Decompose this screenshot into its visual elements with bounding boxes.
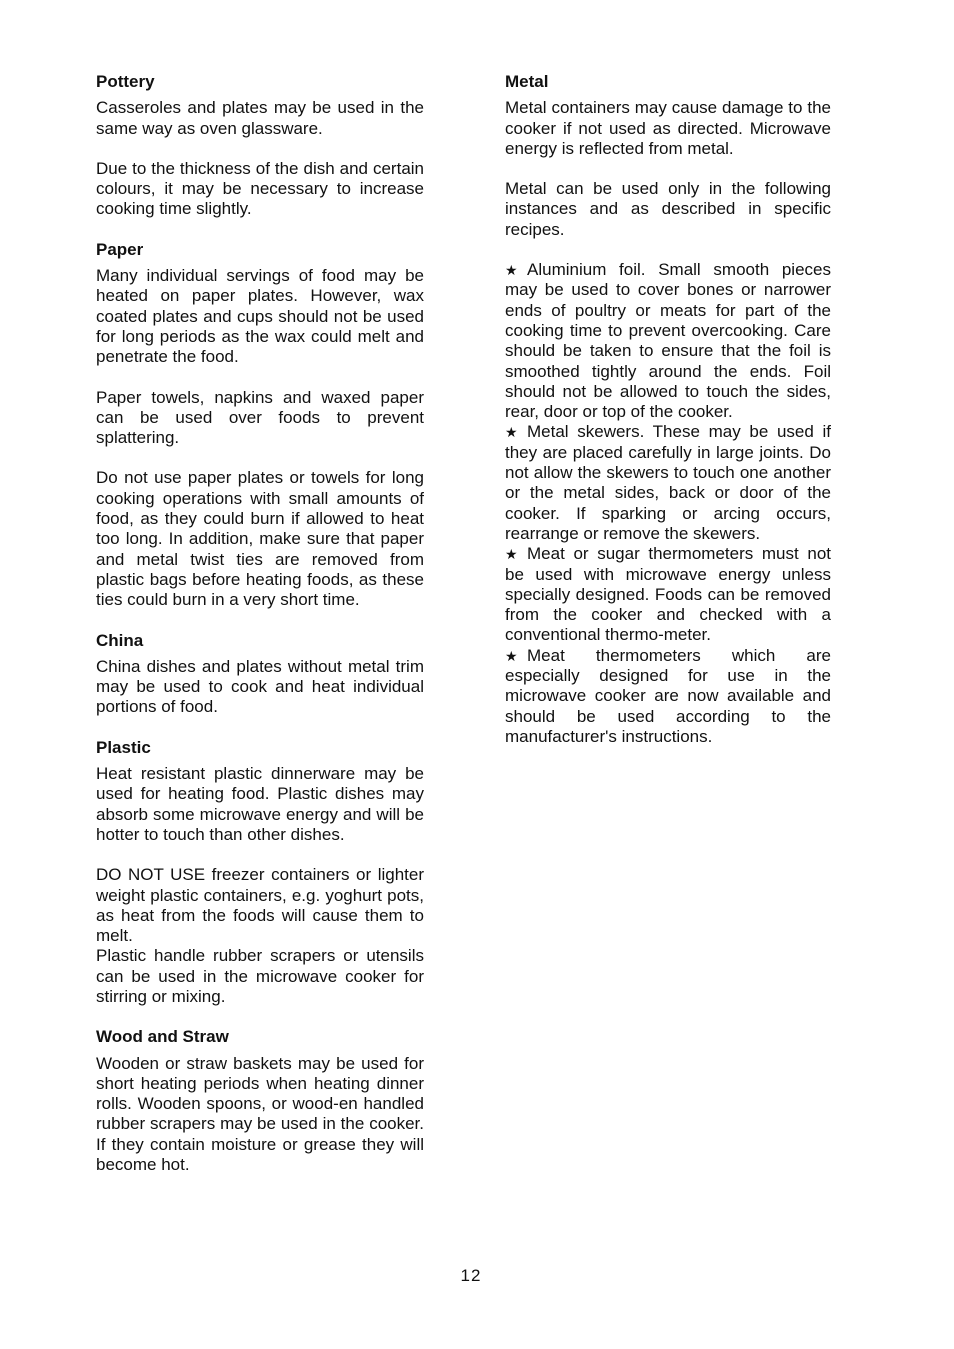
plastic-paragraph-1: Heat resistant plastic dinnerware may be used for heating food. Plastic dishes may absorb some microwave energy and will be hotter to touch than other dishes. xyxy=(96,764,424,844)
metal-item-aluminium-foil xyxy=(505,260,831,422)
section-metal xyxy=(505,72,831,747)
section-china xyxy=(96,631,424,718)
china-paragraph-1: China dishes and plates without metal trim may be used to cook and heat individual portions of food. xyxy=(96,656,424,717)
section-paper xyxy=(96,240,424,611)
metal-item-text: Aluminium foil. Small smooth pieces may be used to cover bones or narrower ends of poultry or meats for part of the cooking time to prevent overcooking. Care should be taken to ensure that the foil is smoothed tightly around the ends. Foil should not be allowed to touch the sides, rear, door or top of the cooker. xyxy=(505,260,831,422)
right-column xyxy=(505,72,831,747)
section-heading-metal: Metal xyxy=(505,72,549,91)
section-heading-paper: Paper xyxy=(96,239,144,259)
star-bullet-icon: ★ xyxy=(505,424,518,441)
paper-paragraph-3: Do not use paper plates or towels for long cooking operations with small amounts of food, as they could burn if allowed to heat too long. In addition, make sure that paper and metal twist ties are removed from plastic bags before heating foods, as these ties could burn in a very short time. xyxy=(96,468,424,610)
section-heading-pottery: Pottery xyxy=(96,72,155,91)
plastic-paragraph-3: Plastic handle rubber scrapers or utensils can be used in the microwave cooker for stirring or mixing. xyxy=(96,946,424,1006)
star-bullet-icon: ★ xyxy=(505,262,518,279)
pottery-paragraph-1: Casseroles and plates may be used in the same way as oven glassware. xyxy=(96,98,424,138)
section-plastic xyxy=(96,738,424,1008)
section-wood-and-straw xyxy=(96,1027,424,1175)
metal-paragraph-1: Metal containers may cause damage to the cooker if not used as directed. Microwave energy is reflected from metal. xyxy=(505,98,831,158)
metal-item-microwave-thermometers xyxy=(505,646,831,747)
metal-item-text: Metal skewers. These may be used if they are placed carefully in large joints. Do not allow the skewers to touch one another or the metal sides, back or door of the cooker. If sparking or arcing occurs, rearrange or remove the skewers. xyxy=(505,422,831,543)
metal-item-text: Meat or sugar thermometers must not be used with microwave energy unless specially designed. Foods can be removed from the cooker and checked with a conventional thermo-meter. xyxy=(505,544,831,645)
section-pottery xyxy=(96,72,424,220)
section-heading-wood-and-straw: Wood and Straw xyxy=(96,1027,229,1047)
section-heading-china: China xyxy=(96,630,144,650)
page-number: 12 xyxy=(460,1266,482,1285)
metal-item-text: Meat thermometers which are especially designed for use in the microwave cooker are now available and should be used according to the manufacturer's instructions. xyxy=(505,645,831,746)
wood-and-straw-paragraph-1: Wooden or straw baskets may be used for short heating periods when heating dinner rolls. Wooden spoons, or wood-en handled rubber scrapers may be used in the cooker. If they contain moisture or grease they will become hot. xyxy=(96,1053,424,1175)
metal-paragraph-2: Metal can be used only in the following instances and as described in specific recipes. xyxy=(505,179,831,239)
plastic-paragraph-2: DO NOT USE freezer containers or lighter weight plastic containers, e.g. yoghurt pots, as heat from the foods will cause them to melt. xyxy=(96,865,424,946)
metal-item-skewers xyxy=(505,422,831,544)
left-column xyxy=(96,72,424,1175)
paper-paragraph-2: Paper towels, napkins and waxed paper can be used over foods to prevent splattering. xyxy=(96,387,424,448)
star-bullet-icon: ★ xyxy=(505,647,518,664)
section-heading-plastic: Plastic xyxy=(96,737,151,757)
paper-paragraph-1: Many individual servings of food may be heated on paper plates. However, wax coated plates and cups should not be used for long periods as the wax could melt and penetrate the food. xyxy=(96,266,424,367)
metal-item-sugar-thermometers xyxy=(505,544,831,645)
star-bullet-icon: ★ xyxy=(505,546,518,563)
pottery-paragraph-2: Due to the thickness of the dish and certain colours, it may be necessary to increase cooking time slightly. xyxy=(96,158,424,219)
